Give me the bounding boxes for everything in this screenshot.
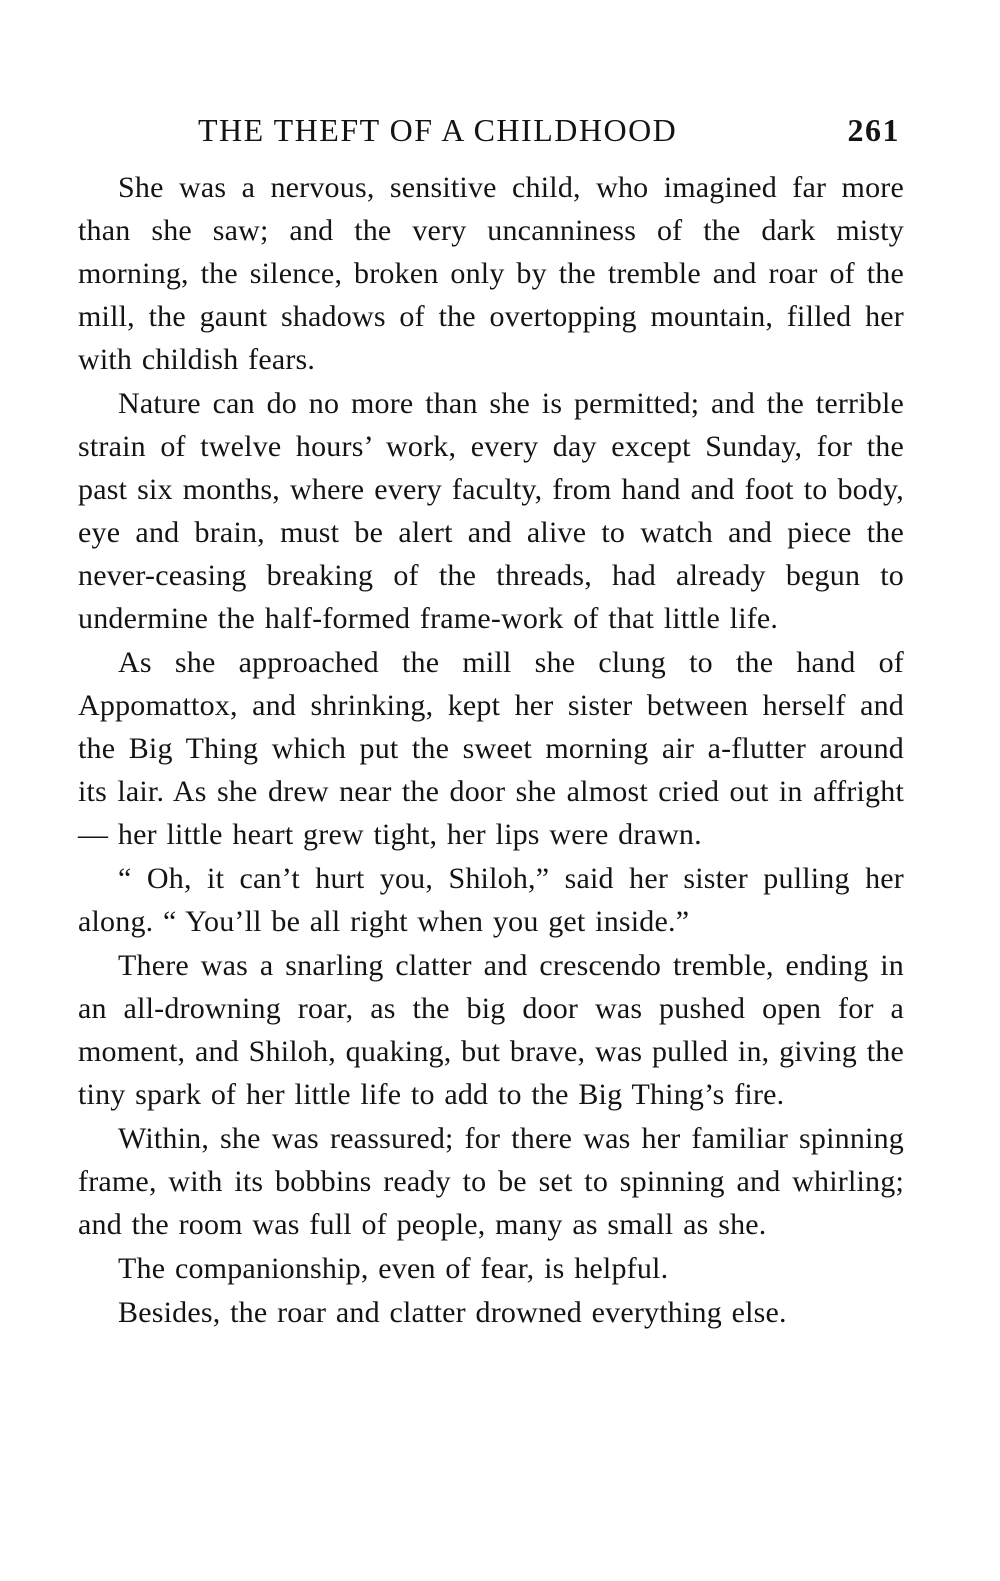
running-head [78,108,904,156]
paragraph: There was a snarling clatter and crescendo tremble, ending in an all-drowning roar, as the big door was pushed open for a moment, and Shiloh, quaking, but brave, was pulled in, giving the tiny spark of her little life to add to the Big Thing’s fire. [78,949,904,1111]
running-title: THE THEFT OF A CHILDHOOD [198,112,678,148]
body-text [78,166,904,1334]
paragraph: She was a nervous, sensitive child, who imagined far more than she saw; and the very uncanniness of the dark misty morning, the silence, broken only by the tremble and roar of the mill, the gaunt shadows of the overtopping mountain, filled her with childish fears. [78,171,904,376]
paragraph: The companionship, even of fear, is helpful. [118,1252,669,1285]
paragraph: Nature can do no more than she is permitted; and the terrible strain of twelve hours’ work, every day except Sunday, for the past six months, where every faculty, from hand and foot to body, eye and brain, must be alert and alive to watch and piece the never-ceasing breaking of the threads, had already begun to undermine the half-formed frame-work of that little life. [78,387,904,635]
book-page [78,108,904,1335]
page-number: 261 [847,112,900,148]
paragraph: “ Oh, it can’t hurt you, Shiloh,” said her sister pulling her along. “ You’ll be all right when you get inside.” [78,862,904,938]
paragraph: Besides, the roar and clatter drowned everything else. [118,1296,787,1329]
paragraph: Within, she was reassured; for there was her familiar spinning frame, with its bobbins ready to be set to spinning and whirling; and the room was full of people, many as small as she. [78,1122,904,1241]
paragraph: As she approached the mill she clung to the hand of Appomattox, and shrinking, kept her sister between herself and the Big Thing which put the sweet morning air a-flutter around its lair. As she drew near the door she almost cried out in affright — her little heart grew tight, her lips were drawn. [78,646,904,851]
